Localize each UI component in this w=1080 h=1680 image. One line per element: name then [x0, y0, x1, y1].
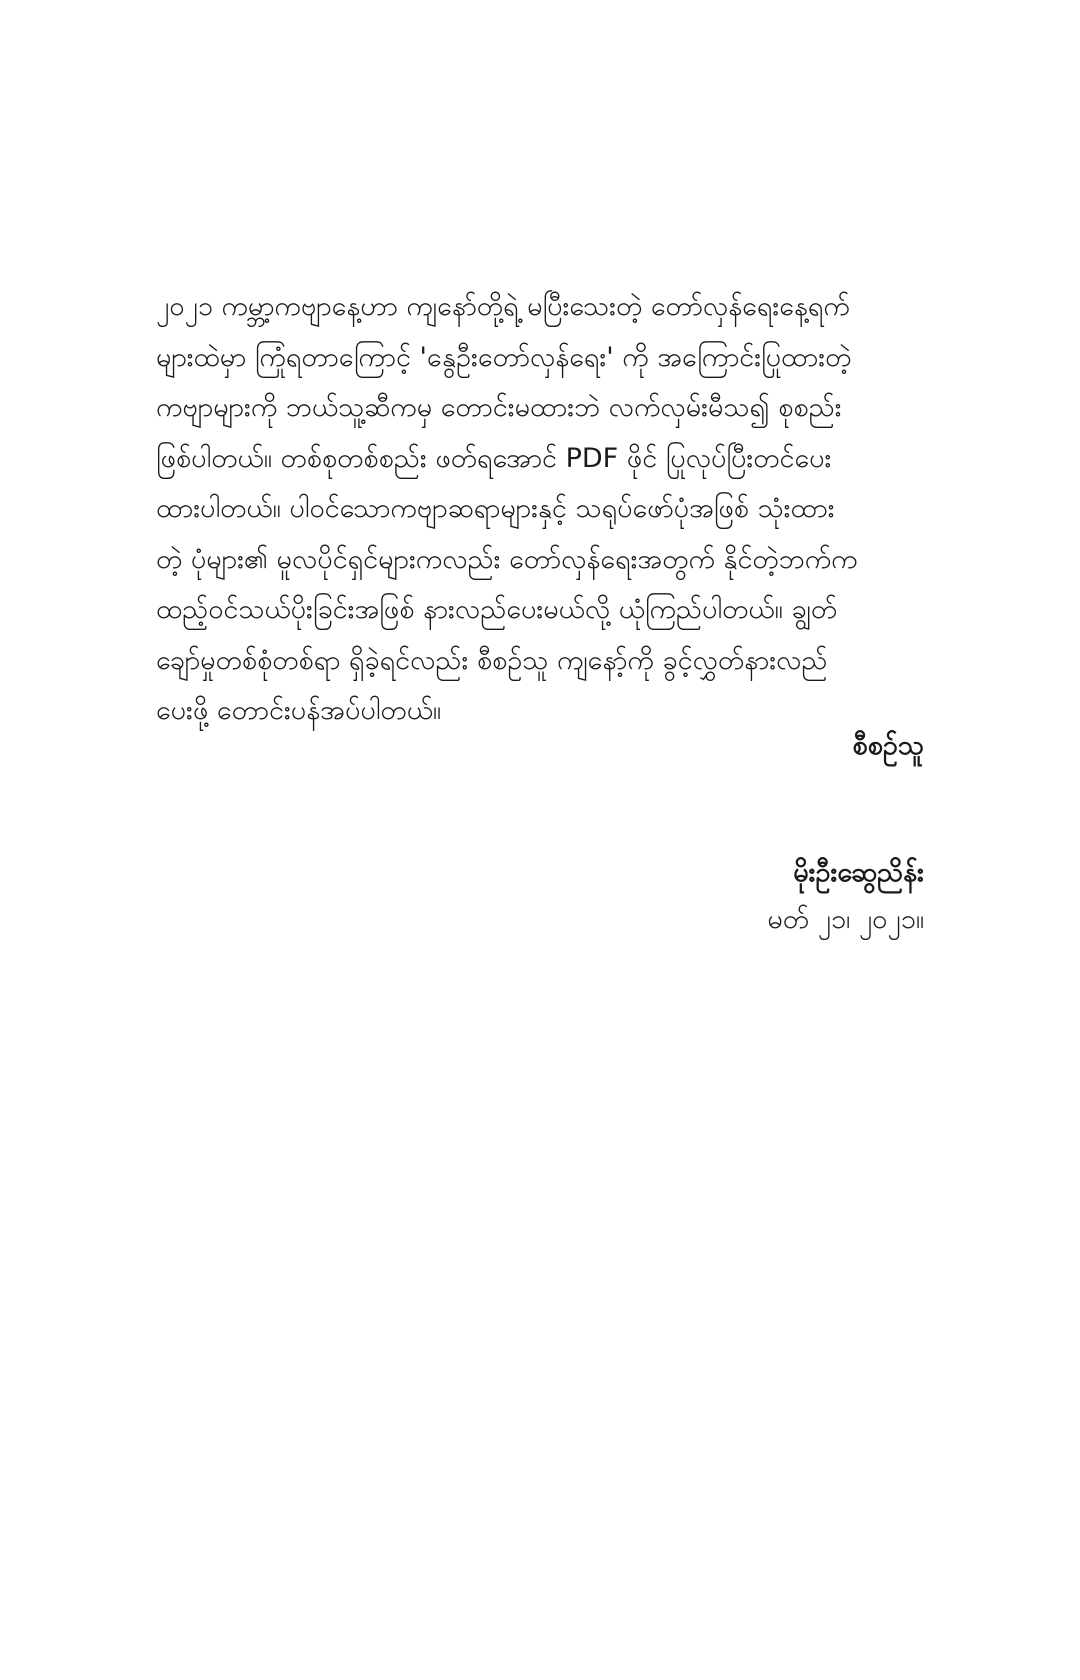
paragraph-line: ကဗျာများကို ဘယ်သူ့ဆီကမှ တောင်းမထားဘဲ လက်လှမ်းမီသ၍ စုစည်း — [156, 392, 842, 423]
paragraph-line: ၂၀၂၁ ကမ္ဘာ့ကဗျာနေ့ဟာ ကျနော်တို့ရဲ့ မပြီးသေးတဲ့ တော်လှန်ရေးနေ့ရက် — [156, 291, 850, 322]
signature-role: စီစဉ်သူ — [852, 730, 924, 761]
paragraph-line: တဲ့ ပုံများ၏ မူလပိုင်ရှင်များကလည်း တော်လှန်ရေးအတွက် နိုင်တဲ့ဘက်က — [156, 543, 858, 575]
author-name: မိုးဦးဆွေညိန်း — [793, 857, 924, 888]
signature-date: မတ် ၂၁၊ ၂၀၂၁။ — [767, 904, 924, 935]
paragraph-line: ပေးဖို့ တောင်းပန်အပ်ပါတယ်။ — [156, 695, 442, 726]
paragraph-line: များထဲမှာ ကြုံရတာကြောင့် 'နွေဦးတော်လှန်ရေး' ကို အကြောင်းပြုထားတဲ့ — [156, 341, 852, 373]
paragraph-line: ထားပါတယ်။ ပါဝင်သောကဗျာဆရာများနှင့် သရုပ်ဖော်ပုံအဖြစ် သုံးထား — [156, 493, 835, 524]
preface-paragraph — [156, 282, 926, 737]
paragraph-line: ထည့်ဝင်သယ်ပိုးခြင်းအဖြစ် နားလည်ပေးမယ်လို့ ယုံကြည်ပါတယ်။ ချွတ် — [156, 594, 838, 625]
paragraph-line: ချော်မှုတစ်စုံတစ်ရာ ရှိခဲ့ရင်လည်း စီစဉ်သူ ကျနော့်ကို ခွင့်လွှတ်နားလည် — [156, 644, 828, 676]
paragraph-line: ဖြစ်ပါတယ်။ တစ်စုတစ်စည်း ဖတ်ရအောင် PDF ဖိုင် ပြုလုပ်ပြီးတင်ပေး — [156, 442, 832, 474]
